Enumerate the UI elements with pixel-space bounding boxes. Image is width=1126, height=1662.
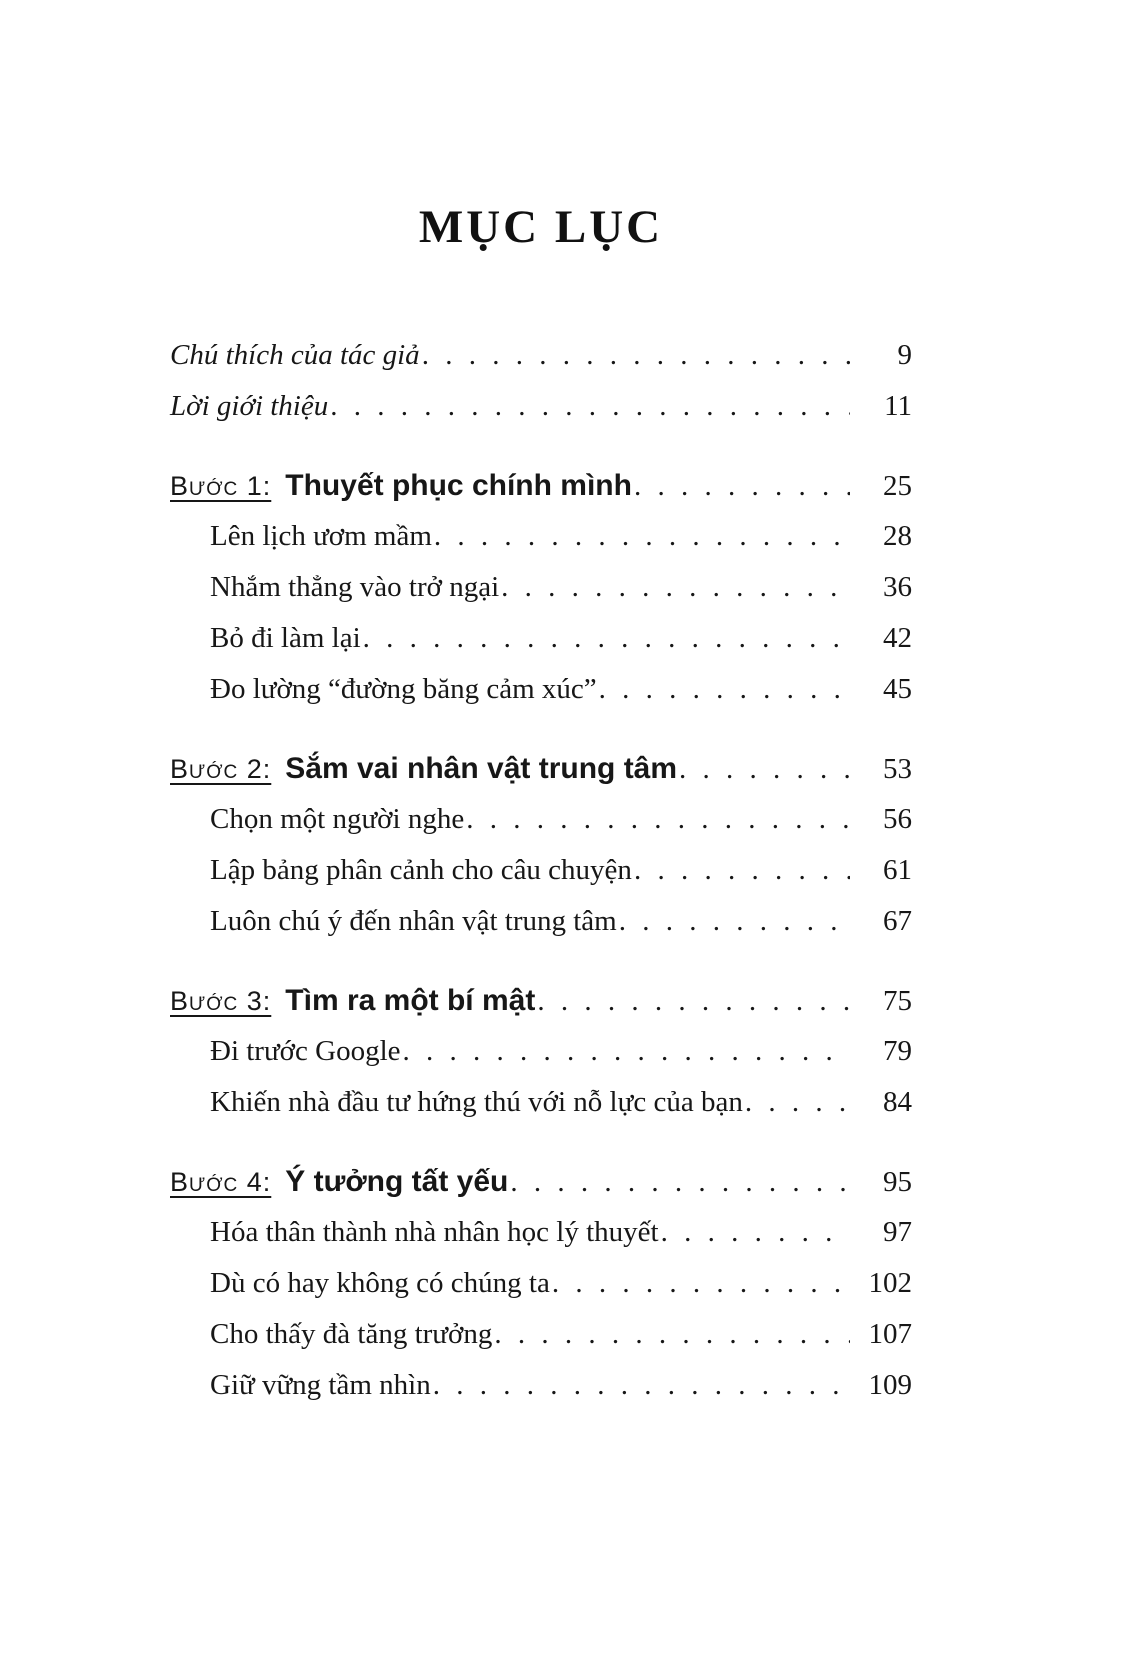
toc-section-step4 xyxy=(170,1156,912,1411)
toc-section-step2 xyxy=(170,743,912,947)
dot-leader xyxy=(634,461,850,512)
dot-leader xyxy=(363,613,850,664)
toc-chapter-label: Bước 1: xyxy=(170,471,272,501)
toc-entry-page: 75 xyxy=(883,985,912,1017)
toc-entry-title: Lên lịch ươm mầm xyxy=(210,520,432,552)
toc-entry xyxy=(170,1309,912,1360)
toc-entry xyxy=(170,896,912,947)
toc-entry xyxy=(170,1360,912,1411)
dot-leader xyxy=(422,330,850,381)
toc-entry-title: Dù có hay không có chúng ta xyxy=(210,1267,550,1299)
toc-entry-title: Đo lường “đường băng cảm xúc” xyxy=(210,673,597,705)
dot-leader xyxy=(634,845,850,896)
dot-leader xyxy=(679,744,850,795)
toc-entry xyxy=(170,1207,912,1258)
toc-entry-page: 45 xyxy=(883,673,912,705)
dot-leader xyxy=(599,664,850,715)
toc-entry xyxy=(170,794,912,845)
dot-leader xyxy=(433,1360,850,1411)
page-title: MỤC LỤC xyxy=(418,201,664,253)
dot-leader xyxy=(537,976,850,1027)
dot-leader xyxy=(510,1157,850,1208)
toc-section-step1 xyxy=(170,460,912,715)
toc-chapter-label: Bước 2: xyxy=(170,754,272,784)
dot-leader xyxy=(494,1309,850,1360)
toc-chapter-title: Sắm vai nhân vật trung tâm xyxy=(285,752,678,785)
dot-leader xyxy=(552,1258,850,1309)
dot-leader xyxy=(619,896,850,947)
toc-entry-title: Khiến nhà đầu tư hứng thú với nỗ lực của bạn xyxy=(210,1086,743,1118)
toc-entry-page: 9 xyxy=(897,339,912,371)
toc-entry-title: Chú thích của tác giả xyxy=(170,339,420,371)
toc-entry-page: 97 xyxy=(883,1216,912,1248)
toc-section-step3 xyxy=(170,975,912,1128)
toc-entry-page: 61 xyxy=(883,854,912,886)
toc-entry-page: 109 xyxy=(868,1369,912,1401)
toc-entry-page: 95 xyxy=(883,1166,912,1198)
toc-entry-page: 11 xyxy=(884,390,912,422)
dot-leader xyxy=(403,1026,850,1077)
toc-entry xyxy=(170,562,912,613)
toc-entry-title: Lời giới thiệu xyxy=(170,390,329,422)
toc-front-matter xyxy=(170,330,912,432)
toc-entry-page: 36 xyxy=(883,571,912,603)
toc-entry xyxy=(170,511,912,562)
toc-entry-page: 28 xyxy=(883,520,912,552)
toc-entry-title: Cho thấy đà tăng trưởng xyxy=(210,1318,493,1350)
toc-entry-page: 107 xyxy=(868,1318,912,1350)
dot-leader xyxy=(501,562,850,613)
toc-chapter-title: Thuyết phục chính mình xyxy=(285,469,632,502)
toc-entry-page: 42 xyxy=(883,622,912,654)
toc-entry-page: 84 xyxy=(883,1086,912,1118)
toc-entry-title: Đi trước Google xyxy=(210,1035,401,1067)
toc-entry xyxy=(170,330,912,381)
toc-chapter-label: Bước 4: xyxy=(170,1167,272,1197)
dot-leader xyxy=(745,1077,850,1128)
toc-chapter-entry xyxy=(170,1156,912,1207)
toc-chapter-label: Bước 3: xyxy=(170,986,272,1016)
toc-entry-title: Nhắm thẳng vào trở ngại xyxy=(210,571,500,603)
toc-entry-title: Bỏ đi làm lại xyxy=(210,622,361,654)
toc-chapter-entry xyxy=(170,743,912,794)
toc-entry-title: Hóa thân thành nhà nhân học lý thuyết xyxy=(210,1216,659,1248)
toc-entry xyxy=(170,381,912,432)
toc-entry xyxy=(170,845,912,896)
toc-entry xyxy=(170,1258,912,1309)
dot-leader xyxy=(330,381,850,432)
toc-entry-page: 79 xyxy=(883,1035,912,1067)
toc-chapter-title: Ý tưởng tất yếu xyxy=(285,1165,509,1198)
dot-leader xyxy=(661,1207,850,1258)
toc-entry-page: 67 xyxy=(883,905,912,937)
toc-entry-title: Luôn chú ý đến nhân vật trung tâm xyxy=(210,905,617,937)
toc-entry-page: 25 xyxy=(883,470,912,502)
toc-entry-title: Lập bảng phân cảnh cho câu chuyện xyxy=(210,854,632,886)
toc-entry-page: 56 xyxy=(883,803,912,835)
dot-leader xyxy=(434,511,850,562)
toc-chapter-entry xyxy=(170,975,912,1026)
toc-entry-title: Giữ vững tầm nhìn xyxy=(210,1369,431,1401)
toc-entry-page: 53 xyxy=(883,753,912,785)
toc-entry xyxy=(170,613,912,664)
dot-leader xyxy=(466,794,850,845)
toc-entry xyxy=(170,1077,912,1128)
toc-entry-page: 102 xyxy=(868,1267,912,1299)
toc-chapter-title: Tìm ra một bí mật xyxy=(285,984,536,1017)
toc-entry-title: Chọn một người nghe xyxy=(210,803,465,835)
toc-chapter-entry xyxy=(170,460,912,511)
toc-entry xyxy=(170,1026,912,1077)
toc-entry xyxy=(170,664,912,715)
table-of-contents xyxy=(170,200,912,1411)
